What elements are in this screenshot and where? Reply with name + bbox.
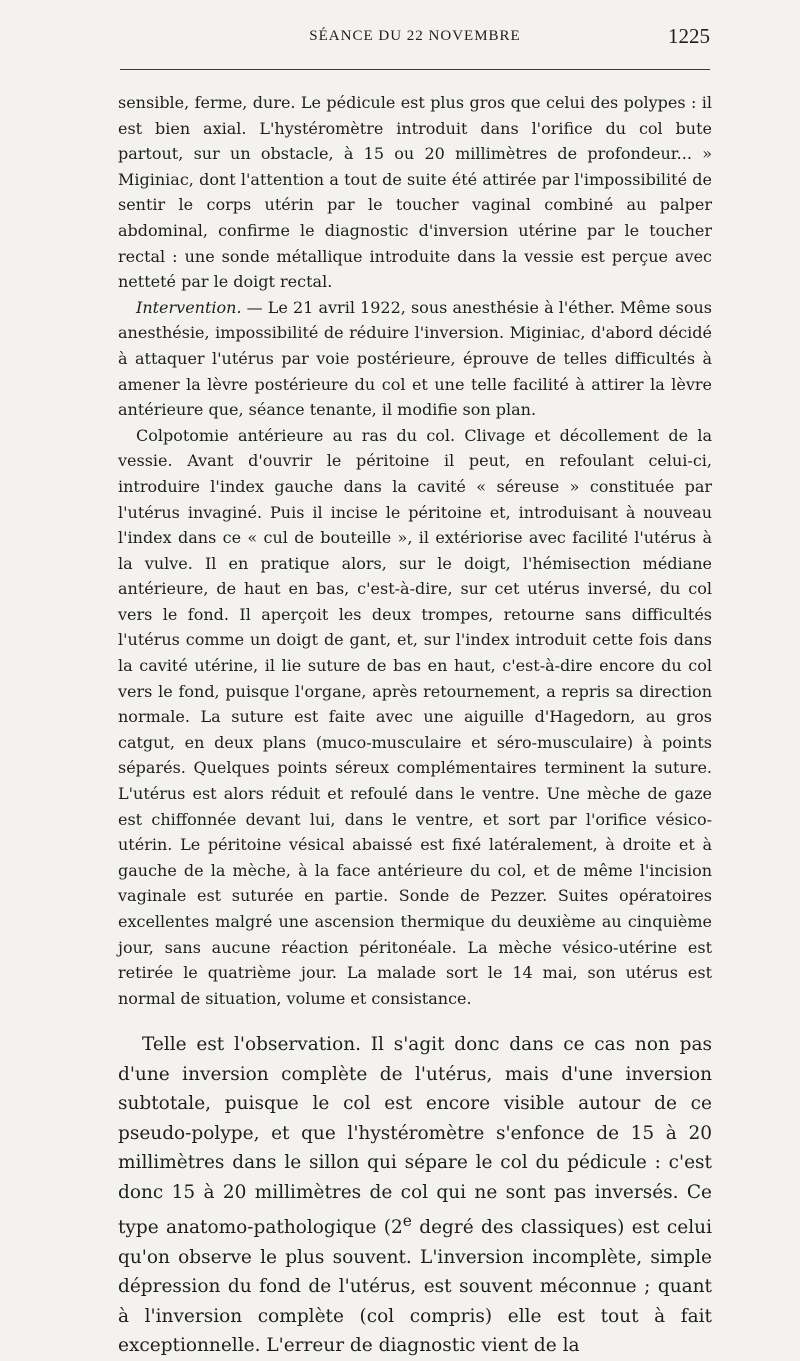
page-number: 1225 [668, 24, 710, 48]
intervention-paragraph [118, 295, 712, 423]
observation-paragraph-3: Colpotomie antérieure au ras du col. Clivage et décollement de la vessie. Avant d'ouvrir le péritoine il peut, en refoulant celui-ci, introduire l'index gauche dans la cavité « séreuse » constituée par l'utérus invaginé. Puis il incise le péritoine et, introduisant à nouveau l'index dans ce « cul de bouteille », il extériorise avec facilité l'utérus à la vulve. Il en pratique alors, sur le doigt, l'hémisection médiane antérieure, de haut en bas, c'est-à-dire, sur cet utérus inversé, du col vers le fond. Il aperçoit les deux trompes, retourne sans difficultés l'utérus comme un doigt de gant, et, sur l'index introduit cette fois dans la cavité utérine, il lie suture de bas en haut, c'est-à-dire encore du col vers le fond, puisque l'organe, après retournement, a repris sa direction normale. La suture est faite avec une aiguille d'Hagedorn, au gros catgut, en deux plans (muco-musculaire et séro-musculaire) à points séparés. Quelques points séreux complémentaires terminent la suture. L'utérus est alors réduit et refoulé dans le ventre. Une mèche de gaze est chiffonnée devant lui, dans le ventre, et sort par l'orifice vésico-utérin. Le péritoine vésical abaissé est fixé latéralement, à droite et à gauche de la mèche, à la face antérieure du col, et de même l'incision vaginale est suturée en partie. Sonde de Pezzer. Suites opératoires excellentes malgré une ascension thermique du deuxième au cinquième jour, sans aucune réaction péritonéale. La mèche vésico-utérine est retirée le quatrième jour. La malade sort le 14 mai, son utérus est normal de situation, volume et consistance. [118, 425, 712, 1008]
degree-superscript: e [402, 1212, 412, 1230]
observation-text [118, 90, 712, 1011]
running-title: SÉANCE DU 22 NOVEMBRE [309, 28, 521, 44]
commentary-part-2: degré des classiques) est celui qu'on observe le plus souvent. L'inversion incomplète, simple dépression du fond de l'utérus, est souvent méconnue ; quant à l'inversion complète (col compris) elle est tout à fait exceptionnelle. L'erreur de diagnostic vient de la [118, 1217, 712, 1357]
intervention-text: — Le 21 avril 1922, sous anesthésie à l'éther. Même sous anesthésie, impossibilité de réduire l'inversion. Miginiac, d'abord décidé à attaquer l'utérus par voie postérieure, éprouve de telles difficultés à amener la lèvre postérieure du col et une telle facilité à attirer la lèvre antérieure que, séance tenante, il modifie son plan. [118, 297, 712, 420]
commentary-text [118, 1030, 712, 1361]
intervention-heading: Intervention. [136, 297, 242, 317]
commentary-paragraph [118, 1030, 712, 1361]
observation-paragraph-1: sensible, ferme, dure. Le pédicule est plus gros que celui des polypes : il est bien axial. L'hystéromètre introduit dans l'orifice du col bute partout, sur un obstacle, à 15 ou 20 millimètres de profondeur... » Miginiac, dont l'attention a tout de suite été attirée par l'impossibilité de sentir le corps utérin par le toucher vaginal combiné au palper abdominal, confirme le diagnostic d'inversion utérine par le toucher rectal : une sonde métallique introduite dans la vessie est perçue avec netteté par le doigt rectal. [118, 93, 712, 292]
commentary-part-1: Telle est l'observation. Il s'agit donc dans ce cas non pas d'une inversion complète de l'utérus, mais d'une inversion subtotale, puisque le col est encore visible autour de ce pseudo-polype, et que l'hystéromètre s'enfonce de 15 à 20 millimètres dans le sillon qui sépare le col du pédicule : c'est donc 15 à 20 millimètres de col qui ne sont pas inversés. Ce type anatomo-pathologique (2 [118, 1034, 712, 1239]
header-divider [120, 69, 710, 70]
running-head [120, 24, 710, 50]
